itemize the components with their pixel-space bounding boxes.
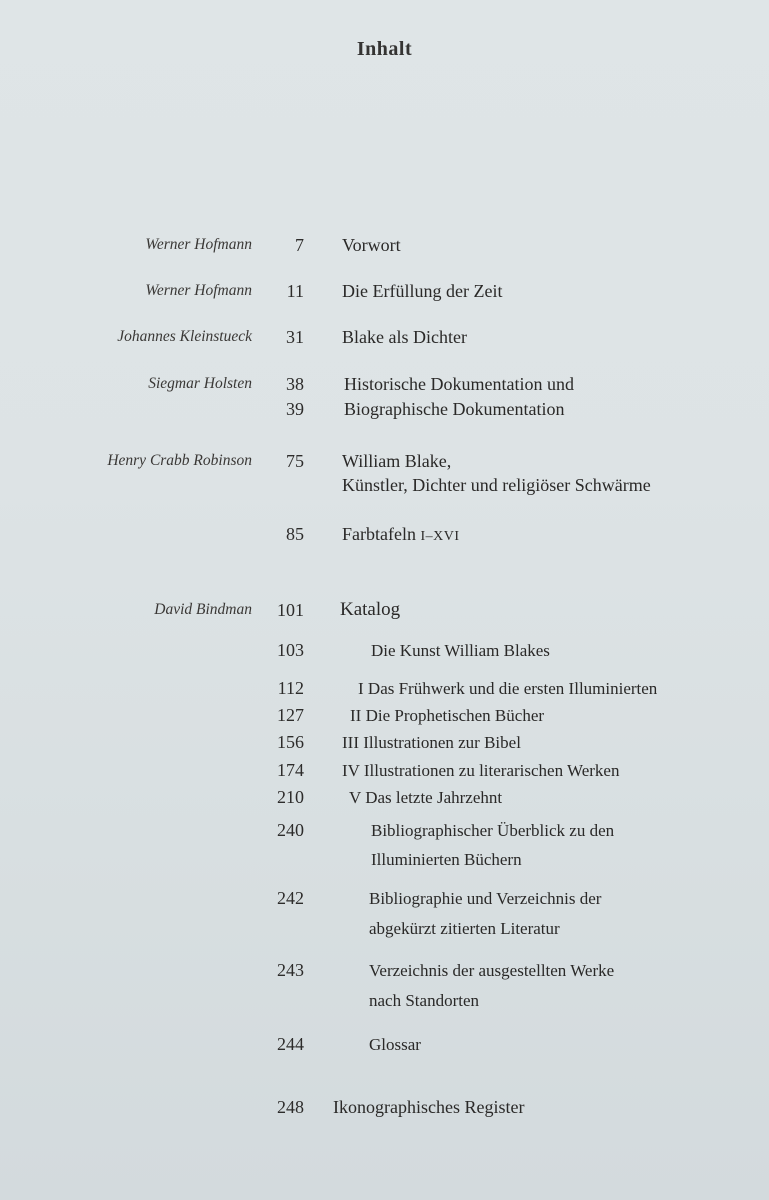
- toc-title: Ikonographisches Register: [333, 1097, 525, 1117]
- toc-page-number: 103: [277, 640, 304, 660]
- page-title: Inhalt: [356, 38, 413, 60]
- toc-page-number: 11: [286, 281, 304, 301]
- toc-page-number: 174: [277, 760, 304, 780]
- toc-page-number: 210: [277, 787, 304, 807]
- toc-page-number: 75: [286, 451, 304, 471]
- toc-title: Verzeichnis der ausgestellten Werke: [369, 961, 615, 980]
- toc-title: Bibliographischer Überblick zu den: [371, 821, 615, 840]
- toc-title: Die Kunst William Blakes: [371, 641, 550, 660]
- toc-author: David Bindman: [154, 601, 252, 618]
- toc-title: [342, 524, 460, 545]
- toc-author: Werner Hofmann: [145, 236, 252, 253]
- toc-page-number: 242: [277, 888, 304, 908]
- plate-range: I–XVI: [420, 529, 460, 544]
- toc-title: I Das Frühwerk und die ersten Illuminierten: [358, 679, 658, 698]
- toc-title: Katalog: [340, 599, 401, 620]
- toc-title: nach Standorten: [369, 991, 479, 1010]
- toc-title: III Illustrationen zur Bibel: [342, 733, 521, 752]
- toc-author: Werner Hofmann: [145, 282, 252, 299]
- toc-page-number: 85: [286, 524, 304, 544]
- toc-title: Die Erfüllung der Zeit: [342, 281, 503, 301]
- toc-page-number: 38: [286, 374, 304, 394]
- toc-page-number: 112: [277, 678, 304, 698]
- toc-title: Illuminierten Büchern: [371, 850, 522, 869]
- toc-page-number: 243: [277, 960, 304, 980]
- toc-author: Henry Crabb Robinson: [107, 452, 252, 469]
- toc-page-number: 127: [277, 705, 304, 725]
- toc-title: Glossar: [369, 1035, 421, 1054]
- toc-page-number: 7: [295, 235, 304, 255]
- toc-page-number: 244: [277, 1034, 304, 1054]
- toc-page-number: 248: [277, 1097, 304, 1117]
- toc-title: William Blake,: [342, 451, 452, 471]
- toc-title: Vorwort: [342, 235, 401, 255]
- toc-page-number: 31: [286, 327, 304, 347]
- toc-title: V Das letzte Jahrzehnt: [349, 788, 503, 807]
- toc-page-number: 101: [277, 600, 304, 620]
- toc-page-number: 39: [286, 399, 304, 419]
- toc-title: IV Illustrationen zu literarischen Werken: [342, 761, 620, 780]
- toc-author: Johannes Kleinstueck: [117, 328, 252, 345]
- toc-page-number: 156: [277, 732, 304, 752]
- toc-author: Siegmar Holsten: [148, 375, 252, 392]
- toc-title-text: Farbtafeln: [342, 524, 416, 544]
- toc-page-number: 240: [277, 820, 304, 840]
- toc-title: Bibliographie und Verzeichnis der: [369, 889, 602, 908]
- toc-title: II Die Prophetischen Bücher: [350, 706, 545, 725]
- toc-title: Künstler, Dichter und religiöser Schwärme: [342, 475, 651, 495]
- toc-title: Blake als Dichter: [342, 327, 467, 347]
- toc-title: Biographische Dokumentation: [344, 399, 565, 419]
- toc-title: Historische Dokumentation und: [344, 374, 574, 394]
- toc-title: abgekürzt zitierten Literatur: [369, 919, 560, 938]
